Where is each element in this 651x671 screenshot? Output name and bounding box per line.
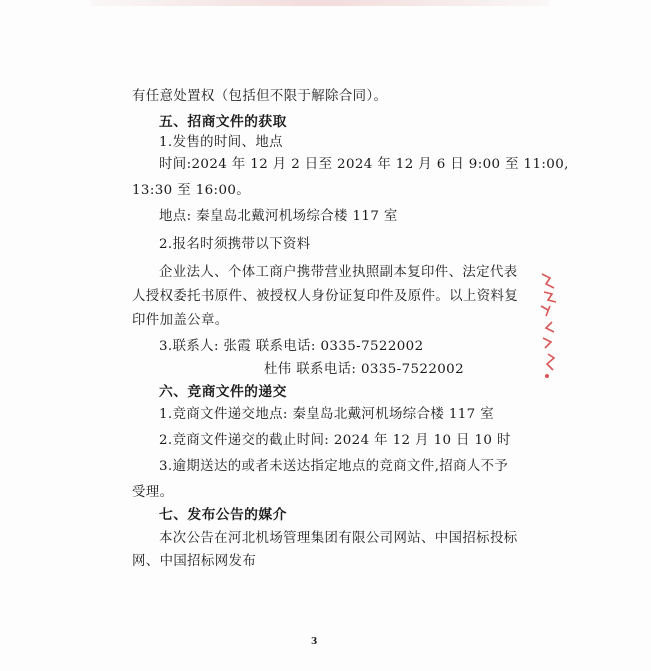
contact-line-1: 3.联系人: 张霞 联系电话: 0335-7522002	[159, 339, 424, 354]
sale-time-line-cont: 13:30 至 16:00。	[132, 183, 251, 198]
paragraph-line: 受理。	[132, 485, 174, 500]
paragraph-line: 人授权委托书原件、被授权人身份证复印件及原件。以上资料复	[132, 289, 519, 304]
submission-location-line: 1.竞商文件递交地点: 秦皇岛北戴河机场综合楼 117 室	[159, 407, 495, 422]
section-heading-7: 七、发布公告的媒介	[159, 507, 287, 523]
paragraph-line: 印件加盖公章。	[132, 313, 229, 328]
contact-line-2: 杜伟 联系电话: 0335-7522002	[264, 362, 465, 377]
paragraph-line: 网、中国招标网发布	[132, 554, 257, 569]
paragraph-line: 2.报名时须携带以下资料	[159, 237, 311, 252]
sale-location-line: 地点: 秦皇岛北戴河机场综合楼 117 室	[159, 209, 398, 224]
submission-deadline-line: 2.竞商文件递交的截止时间: 2024 年 12 月 10 日 10 时	[159, 433, 511, 448]
paragraph-line: 有任意处置权（包括但不限于解除合同）。	[132, 89, 388, 104]
paragraph-line: 企业法人、个体工商户携带营业执照副本复印件、法定代表	[159, 265, 518, 280]
page-number: 3	[311, 637, 318, 647]
section-heading-6: 六、竞商文件的递交	[159, 384, 287, 400]
sale-time-line: 时间:2024 年 12 月 2 日至 2024 年 12 月 6 日 9:00 至 11:00,	[159, 157, 569, 172]
seal-stamp-fragment	[538, 272, 560, 382]
paragraph-line: 3.逾期送达的或者未送达指定地点的竞商文件,招商人不予	[159, 459, 509, 474]
paragraph-line: 1.发售的时间、地点	[159, 135, 283, 150]
paragraph-line: 本次公告在河北机场管理集团有限公司网站、中国招标投标	[159, 531, 518, 546]
scan-edge-mark	[90, 0, 550, 6]
section-heading-5: 五、招商文件的获取	[159, 114, 287, 130]
